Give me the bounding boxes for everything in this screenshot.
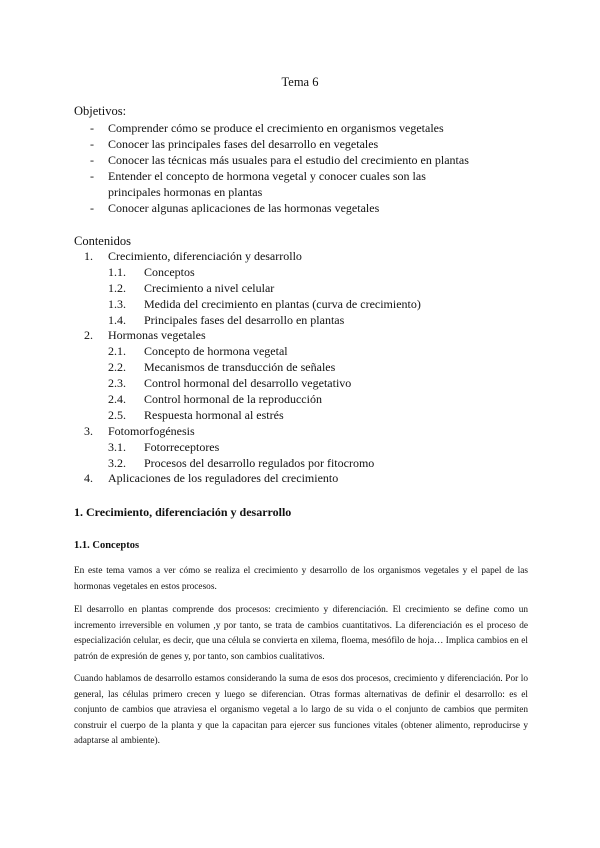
subsection-label: Concepto de hormona vegetal [144, 344, 288, 359]
contents-subsection [0, 281, 600, 297]
contents-section [0, 424, 600, 440]
contents-subsection [0, 456, 600, 472]
section-label: Hormonas vegetales [108, 328, 206, 343]
subsection-label: Fotorreceptores [144, 439, 220, 454]
subsection-number: 2.1. [108, 344, 126, 359]
section-label: Aplicaciones de los reguladores del crecimiento [108, 471, 339, 486]
objective-text: Conocer algunas aplicaciones de las hormonas vegetales [108, 201, 380, 215]
objectives-heading: Objetivos: [74, 104, 127, 118]
objective-item [0, 136, 600, 152]
body-paragraph: El desarrollo en plantas comprende dos procesos: crecimiento y diferenciación. El crecimiento se define como un incremento irreversible en volumen ,y por tanto, se trata de cambios cuantitativos. La diferenciación es el proceso de especialización celular, es decir, que una célula se convierta en xilema, floema, mesófilo de hoja… Implica cambios en el patrón de expresión de genes y, por tanto, son cambios cualitativos. [74, 605, 528, 662]
subsection-number: 1.4. [108, 312, 126, 327]
section-number: 4. [84, 471, 93, 486]
contents-subsection [0, 408, 600, 424]
contents-subsection [0, 392, 600, 408]
subsection-number: 2.2. [108, 360, 126, 375]
contents-heading: Contenidos [74, 234, 131, 248]
contents-section [0, 471, 600, 487]
bullet-dash: - [90, 153, 94, 167]
bullet-dash: - [90, 169, 94, 183]
contents-subsection [0, 313, 600, 329]
contents-subsection [0, 440, 600, 456]
contents-subsection [0, 265, 600, 281]
subsection-label: Procesos del desarrollo regulados por fitocromo [144, 455, 375, 470]
subsection-label: Principales fases del desarrollo en plantas [144, 312, 345, 327]
subsection-number: 2.5. [108, 407, 126, 422]
objective-item [0, 120, 600, 136]
section-label: Crecimiento, diferenciación y desarrollo [108, 249, 302, 263]
objectives-list [0, 120, 600, 216]
bullet-dash: - [90, 137, 94, 151]
subsection-label: Control hormonal del desarrollo vegetativo [144, 376, 352, 391]
contents-list [0, 249, 600, 487]
page-title: Tema 6 [281, 75, 319, 89]
contents-subsection [0, 344, 600, 360]
objective-item [0, 168, 600, 200]
body-paragraph: En este tema vamos a ver cómo se realiza el crecimiento y desarrollo de los organismos vegetales y el papel de las hormonas vegetales en estos procesos. [74, 566, 528, 592]
subsection-number: 2.3. [108, 376, 126, 391]
subsection-number: 1.2. [108, 280, 126, 295]
section-number: 3. [84, 423, 93, 438]
subsection-heading: 1.1. Conceptos [74, 540, 140, 551]
objective-item [0, 200, 600, 216]
subsection-number: 2.4. [108, 392, 126, 407]
subsection-number: 3.2. [108, 455, 126, 470]
subsection-number: 1.1. [108, 264, 126, 279]
subsection-label: Conceptos [144, 264, 195, 279]
bullet-dash: - [90, 121, 94, 135]
section-number: 1. [84, 249, 93, 263]
subsection-label: Crecimiento a nivel celular [144, 280, 275, 295]
contents-subsection [0, 360, 600, 376]
objective-text: Conocer las técnicas más usuales para el estudio del crecimiento en plantas [108, 153, 469, 167]
objective-item [0, 152, 600, 168]
bullet-dash: - [90, 201, 94, 215]
contents-subsection [0, 297, 600, 313]
section-label: Fotomorfogénesis [108, 423, 195, 438]
subsection-label: Mecanismos de transducción de señales [144, 360, 336, 375]
subsection-label: Control hormonal de la reproducción [144, 392, 322, 407]
contents-section [0, 249, 600, 265]
objective-text: Comprender cómo se produce el crecimiento en organismos vegetales [108, 121, 444, 135]
subsection-label: Medida del crecimiento en plantas (curva de crecimiento) [144, 296, 421, 311]
contents-section [0, 328, 600, 344]
section-number: 2. [84, 328, 93, 343]
subsection-number: 3.1. [108, 439, 126, 454]
contents-subsection [0, 376, 600, 392]
body-paragraph: Cuando hablamos de desarrollo estamos considerando la suma de esos dos procesos, crecimiento y diferenciación. Por lo general, las células primero crecen y luego se diferencian. Otras formas alternativas de definir el desarrollo: es el conjunto de cambios que atraviesa el organismo vegetal a lo largo de su vida o el conjunto de cambios que permiten construir el cuerpo de la planta y que la capacitan para ejercer sus funciones vitales (obtener alimento, reproducirse y adaptarse al ambiente). [74, 674, 528, 746]
objective-text: Entender el concepto de hormona vegetal y conocer cuales son las principales hormonas en plantas [108, 169, 426, 199]
objective-text: Conocer las principales fases del desarrollo en vegetales [108, 137, 379, 151]
subsection-number: 1.3. [108, 296, 126, 311]
subsection-label: Respuesta hormonal al estrés [144, 407, 284, 422]
section-heading: 1. Crecimiento, diferenciación y desarrollo [74, 505, 292, 519]
